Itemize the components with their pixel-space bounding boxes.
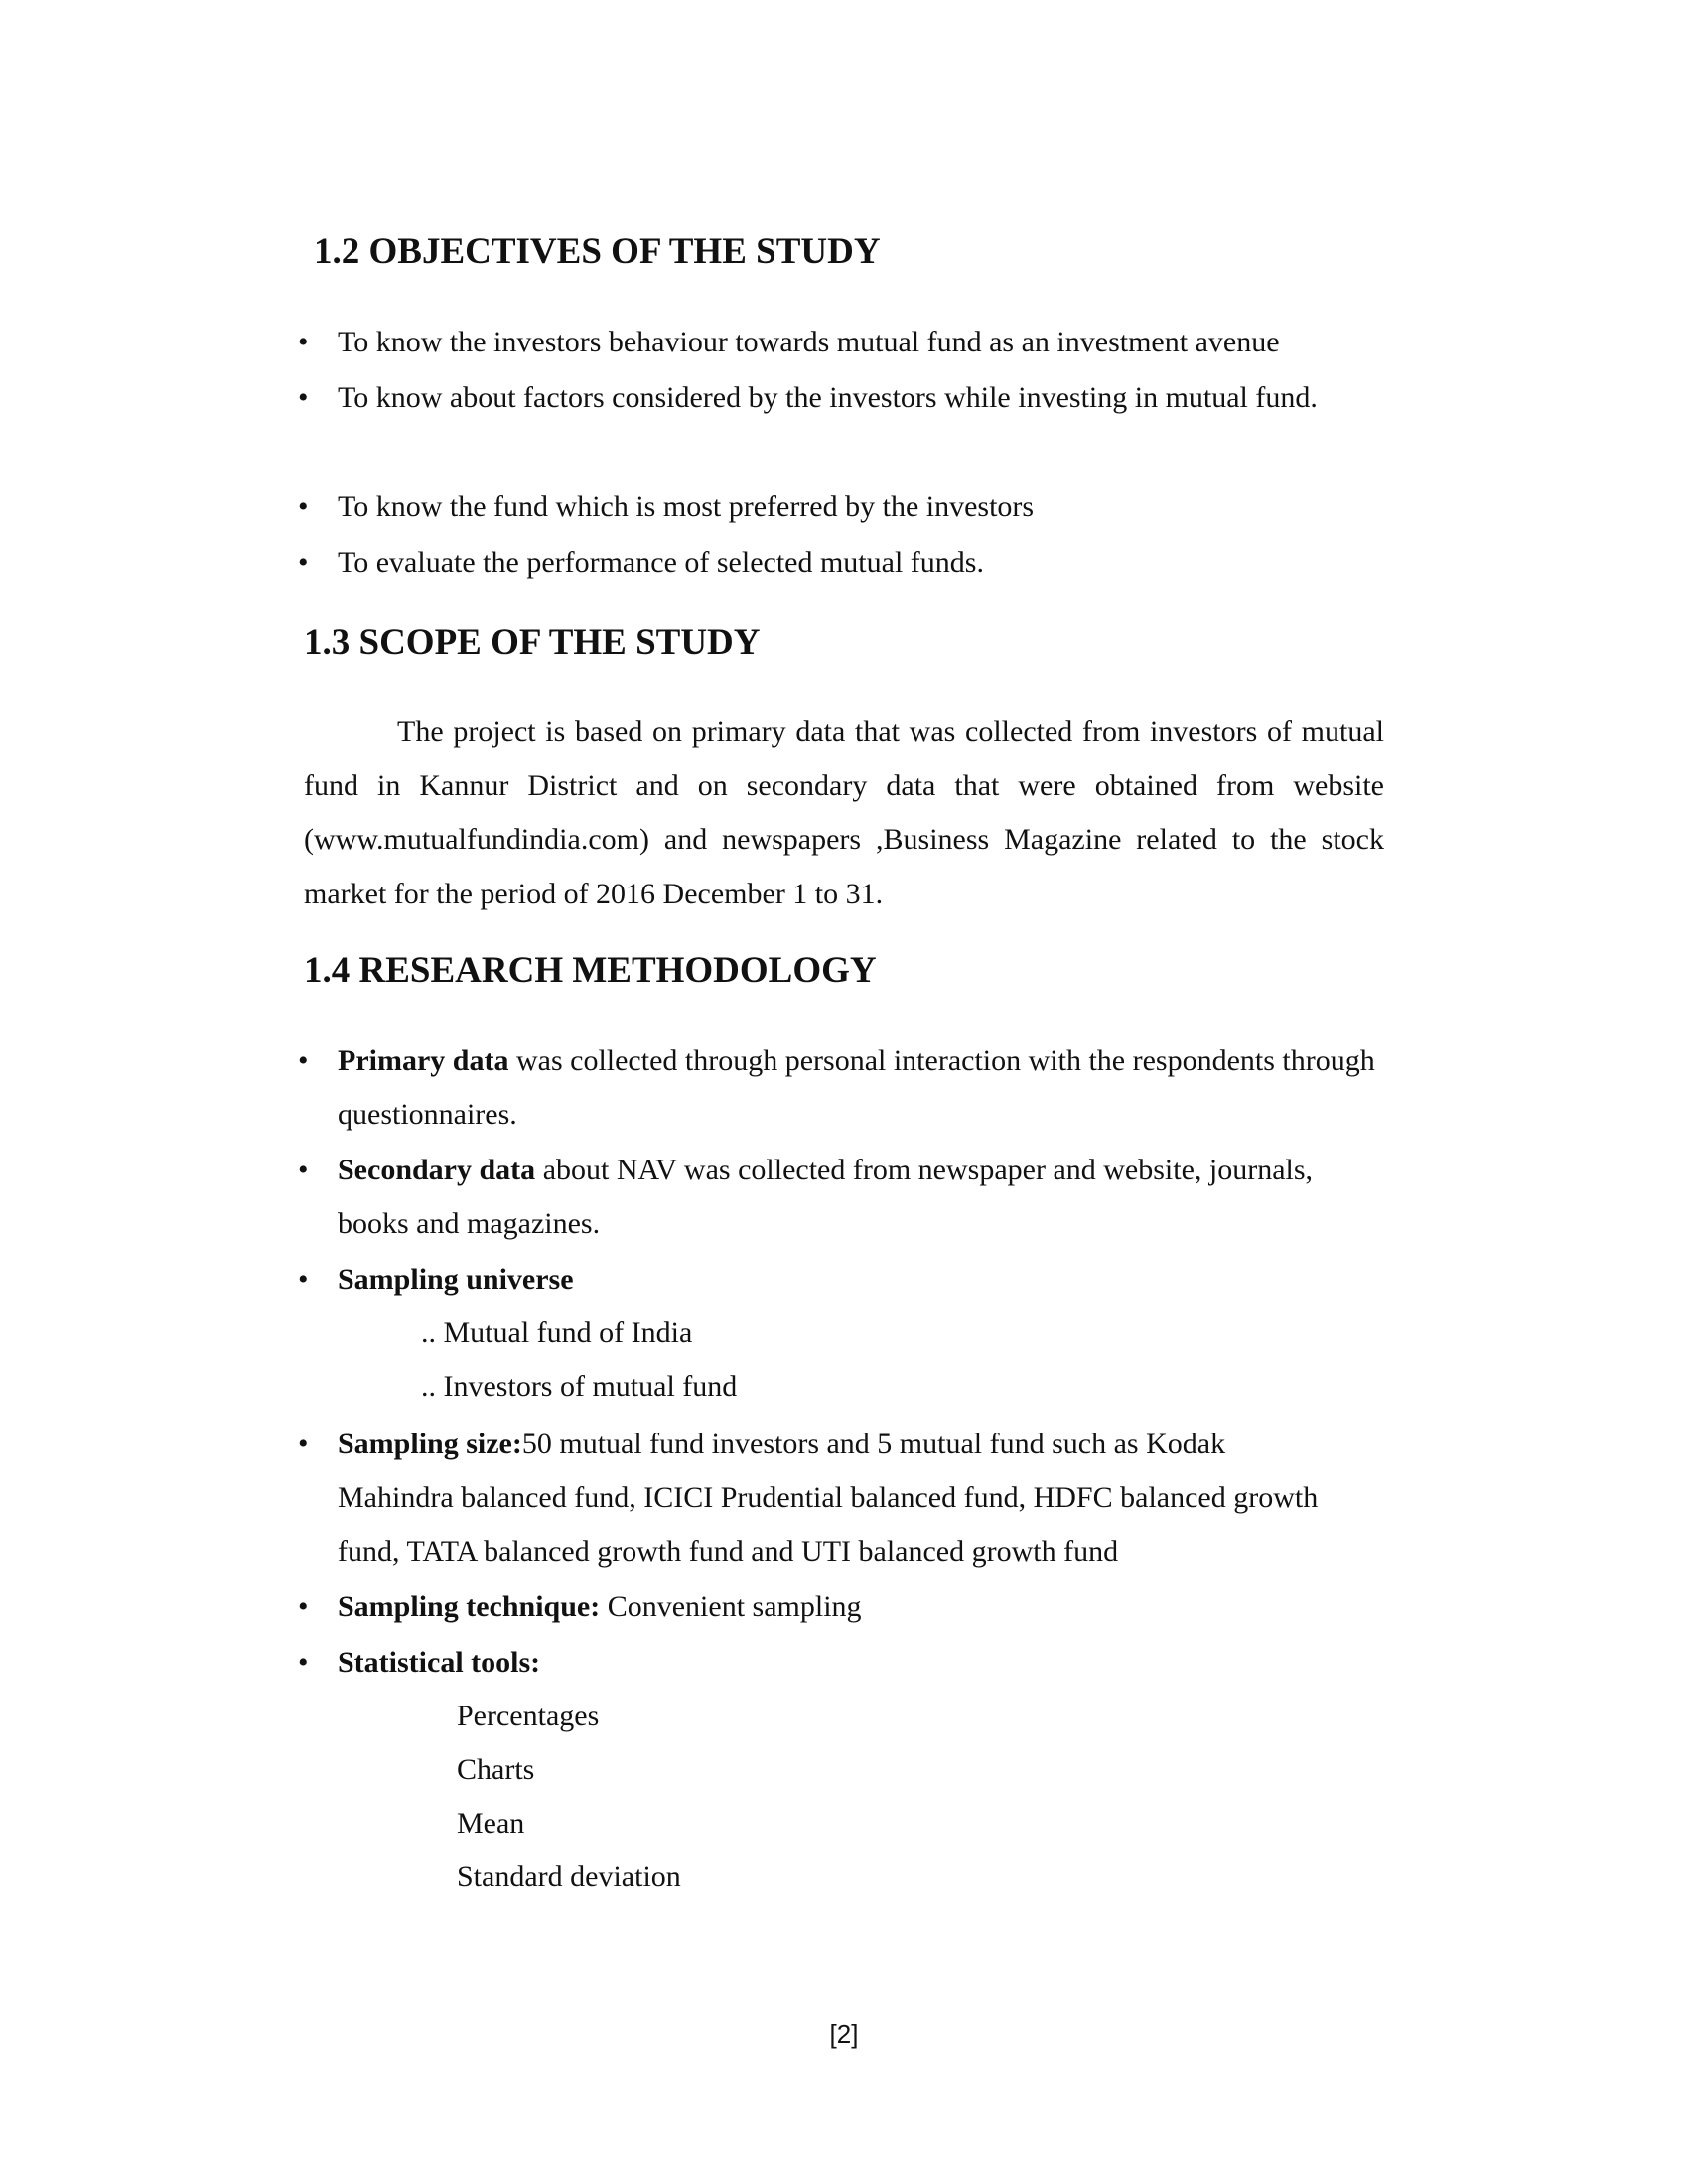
sampling-size-label: Sampling size: — [338, 1428, 522, 1460]
scope-paragraph: The project is based on primary data that was collected from investors of mutual fund in Kannur District and on secondary data that were obtained from website (www.mutualfundindia.com) and newspapers ,Business Magazine related to the stock market for the period of 2016 December 1 to 31. — [304, 715, 1384, 910]
primary-data-label: Primary data — [338, 1044, 509, 1077]
bullet-icon: • — [298, 1263, 309, 1296]
objective-text: To know about factors considered by the investors while investing in mutual fund. — [338, 381, 1318, 414]
bullet-icon: • — [298, 546, 309, 579]
bullet-icon: • — [298, 1590, 309, 1623]
sampling-technique-item — [298, 1580, 1390, 1634]
bullet-icon: • — [298, 1428, 309, 1460]
tools-subitem: Standard deviation — [457, 1860, 681, 1893]
sampling-universe-label: Sampling universe — [338, 1263, 574, 1296]
bullet-icon: • — [298, 1646, 309, 1679]
primary-data-item — [298, 1034, 1390, 1142]
objective-item — [298, 536, 1390, 590]
objective-item — [298, 480, 1390, 534]
secondary-data-item — [298, 1144, 1331, 1251]
bullet-icon: • — [298, 326, 309, 358]
objective-text: To know the fund which is most preferred by the investors — [338, 490, 1035, 523]
objective-text: To know the investors behaviour towards mutual fund as an investment avenue — [338, 326, 1280, 358]
primary-data-text: was collected through personal interaction with the respondents through questionnaires. — [338, 1044, 1375, 1131]
page-number: [2] — [829, 2019, 859, 2049]
secondary-data-text: about NAV was collected from newspaper and website, journals, books and magazines. — [338, 1154, 1314, 1240]
universe-subitem: .. Investors of mutual fund — [421, 1370, 738, 1403]
objective-item — [298, 371, 1350, 425]
tools-subitem: Charts — [457, 1753, 535, 1786]
tools-subitem: Mean — [457, 1807, 525, 1840]
sampling-technique-text: Convenient sampling — [600, 1590, 862, 1623]
tools-subitem: Percentages — [457, 1700, 600, 1732]
bullet-icon: • — [298, 490, 309, 523]
scope-heading: 1.3 SCOPE OF THE STUDY — [304, 622, 761, 663]
sampling-universe-item — [298, 1253, 1390, 1306]
universe-subitem: .. Mutual fund of India — [421, 1316, 693, 1349]
sampling-size-item — [298, 1418, 1331, 1578]
bullet-icon: • — [298, 381, 309, 414]
bullet-icon: • — [298, 1154, 309, 1186]
bullet-icon: • — [298, 1044, 309, 1077]
sampling-technique-label: Sampling technique: — [338, 1590, 601, 1623]
objectives-heading: 1.2 OBJECTIVES OF THE STUDY — [314, 231, 881, 272]
objective-text: To evaluate the performance of selected mutual funds. — [338, 546, 984, 579]
sampling-size-text: 50 mutual fund investors and 5 mutual fund such as Kodak Mahindra balanced fund, ICICI Prudential balanced fund, HDFC balanced growth fund, TATA balanced growth fund and UTI balanced growth fund — [338, 1428, 1319, 1568]
statistical-tools-item — [298, 1636, 1390, 1690]
objective-item — [298, 316, 1390, 369]
methodology-heading: 1.4 RESEARCH METHODOLOGY — [304, 950, 877, 991]
secondary-data-label: Secondary data — [338, 1154, 536, 1186]
statistical-tools-label: Statistical tools: — [338, 1646, 541, 1679]
